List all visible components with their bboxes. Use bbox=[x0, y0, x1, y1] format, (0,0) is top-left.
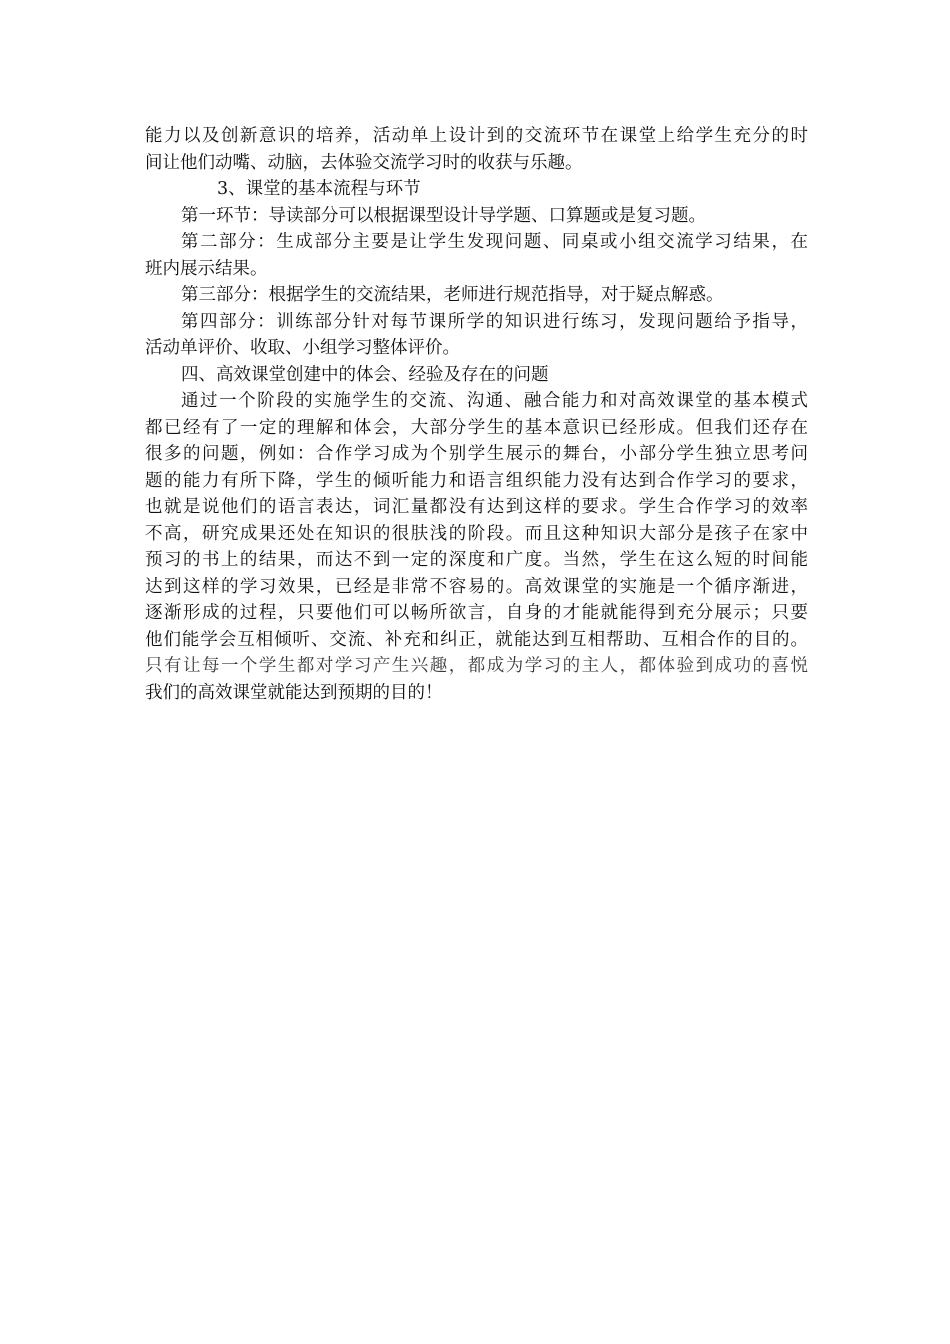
body-line: 预习的书上的结果，而达不到一定的深度和广度。当然，学生在这么短的时间能 bbox=[145, 550, 808, 570]
body-line: 只有让每一个学生都对学习产生兴趣，都成为学习的主人，都体验到成功的喜悦 bbox=[145, 656, 808, 676]
body-line: 题的能力有所下降，学生的倾听能力和语言组织能力没有达到合作学习的要求， bbox=[145, 470, 808, 491]
body-line: 班内展示结果。 bbox=[145, 258, 268, 279]
body-line: 都已经有了一定的理解和体会，大部分学生的基本意识已经形成。但我们还存在 bbox=[145, 417, 808, 438]
body-line: 逐渐形成的过程，只要他们可以畅所欲言，自身的才能就能得到充分展示；只要 bbox=[145, 603, 808, 623]
body-line: 不高，研究成果还处在知识的很肤浅的阶段。而且这种知识大部分是孩子在家中 bbox=[145, 523, 808, 544]
body-line: 他们能学会互相倾听、交流、补充和纠正，就能达到互相帮助、互相合作的目的。 bbox=[145, 629, 808, 650]
body-line: 我们的高效课堂就能达到预期的目的！ bbox=[145, 682, 443, 703]
section-heading: 3、课堂的基本流程与环节 bbox=[217, 179, 421, 199]
body-line: 很多的问题，例如：合作学习成为个别学生展示的舞台，小部分学生独立思考问 bbox=[145, 444, 808, 464]
document-body bbox=[145, 123, 808, 706]
body-line: 第一环节：导读部分可以根据课型设计导学题、口算题或是复习题。 bbox=[181, 205, 706, 226]
body-line: 第三部分：根据学生的交流结果，老师进行规范指导，对于疑点解惑。 bbox=[181, 285, 724, 305]
body-line: 第四部分：训练部分针对每节课所学的知识进行练习，发现问题给予指导， bbox=[181, 311, 808, 332]
body-line: 第二部分：生成部分主要是让学生发现问题、同桌或小组交流学习结果，在 bbox=[181, 232, 808, 252]
body-line: 通过一个阶段的实施学生的交流、沟通、融合能力和对高效课堂的基本模式 bbox=[181, 391, 808, 411]
body-line: 达到这样的学习效果，已经是非常不容易的。高效课堂的实施是一个循序渐进， bbox=[145, 576, 808, 597]
body-line: 也就是说他们的语言表达，词汇量都没有达到这样的要求。学生合作学习的效率 bbox=[145, 497, 808, 517]
body-line: 间让他们动嘴、动脑，去体验交流学习时的收获与乐趣。 bbox=[145, 152, 583, 173]
section-heading: 四、高效课堂创建中的体会、经验及存在的问题 bbox=[181, 364, 549, 385]
body-line: 活动单评价、收取、小组学习整体评价。 bbox=[145, 338, 460, 358]
body-line: 能力以及创新意识的培养，活动单上设计到的交流环节在课堂上给学生充分的时 bbox=[145, 126, 808, 146]
